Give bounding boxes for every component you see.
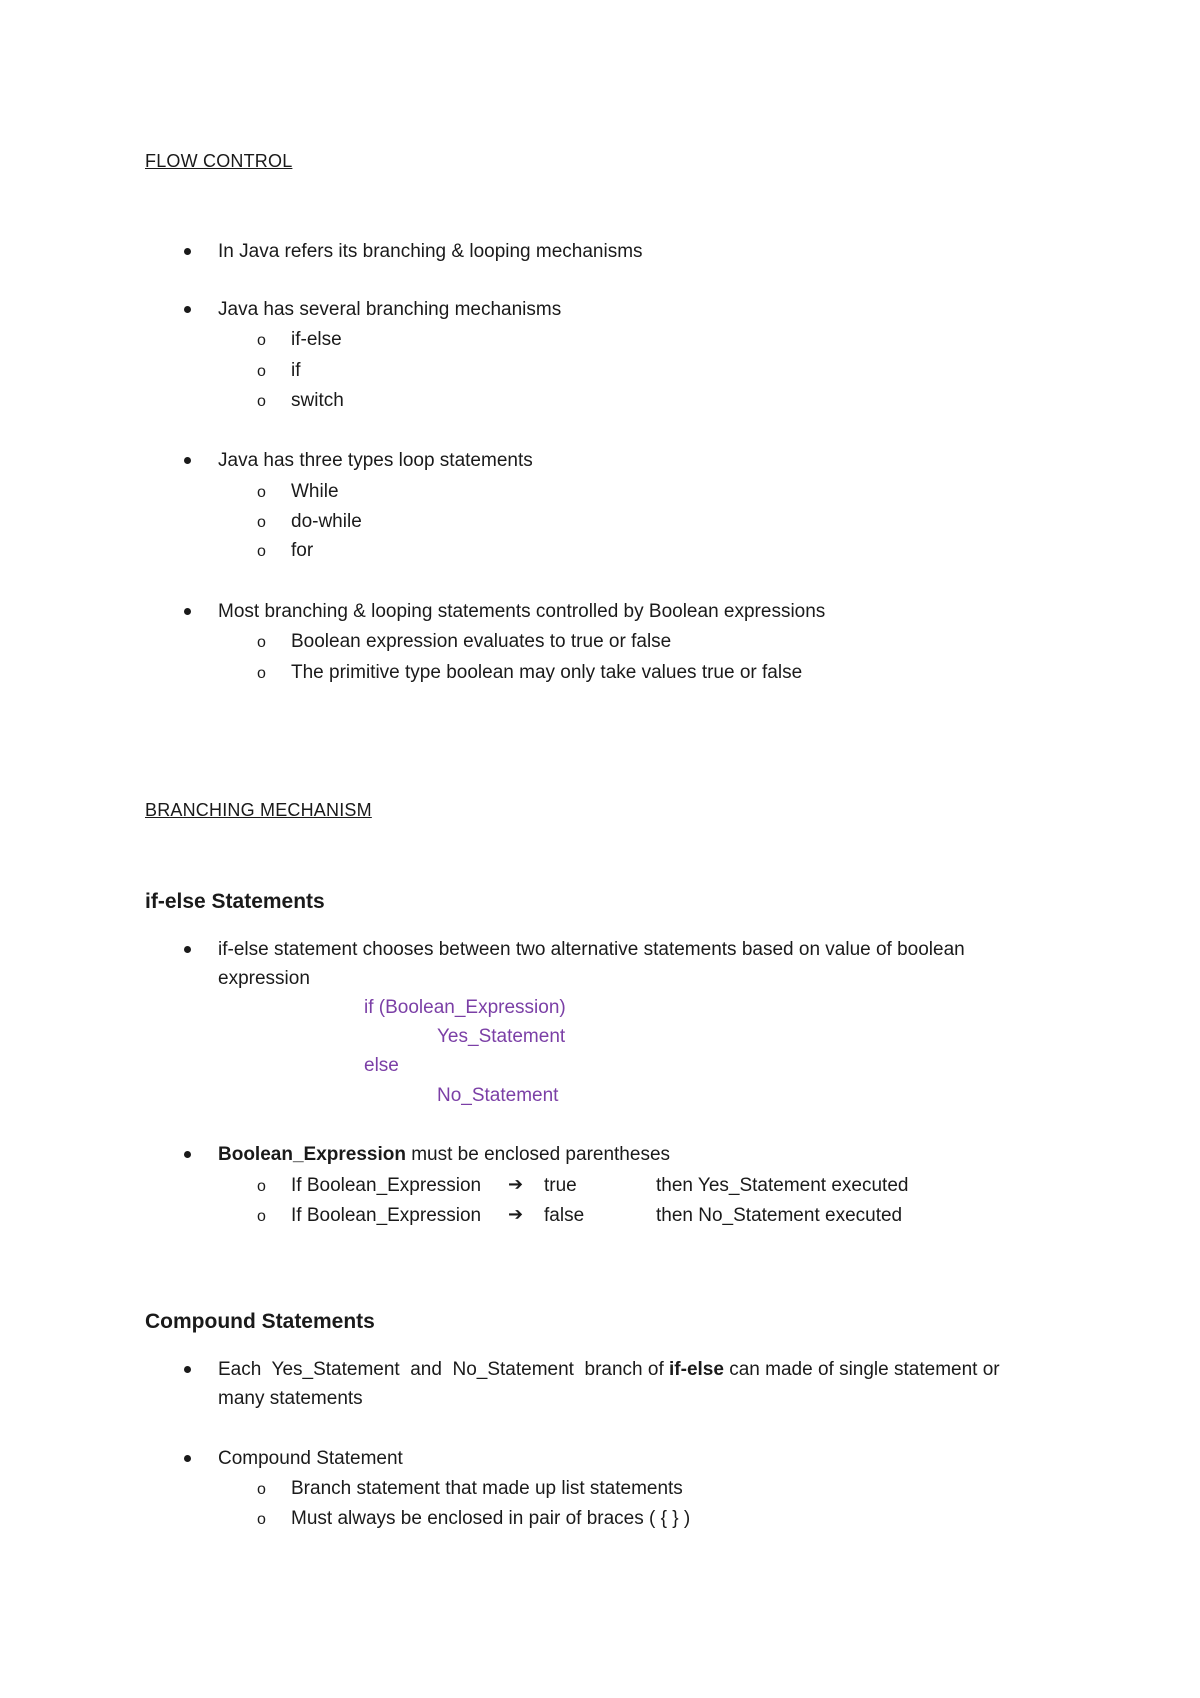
list-item-continuation: many statements (218, 1388, 363, 1409)
sub-list-item: for (291, 540, 314, 561)
sub-bullet-icon: o (257, 634, 266, 651)
bullet-icon (184, 248, 191, 255)
sub-bullet-icon: o (257, 1208, 266, 1225)
bullet-icon (184, 1366, 191, 1373)
sub-bullet-icon: o (257, 484, 266, 501)
sub-bullet-icon: o (257, 1511, 266, 1528)
sub-list-item: The primitive type boolean may only take values true or false (291, 662, 803, 683)
if-else-heading: if-else Statements (145, 890, 325, 913)
condition-text: If Boolean_Expression (291, 1205, 482, 1226)
list-item: Java has three types loop statements (218, 450, 533, 471)
condition-result: then No_Statement executed (656, 1205, 903, 1226)
sub-list-item: if (291, 360, 301, 381)
bold-term: if-else (669, 1359, 724, 1380)
sub-list-item: if-else (291, 329, 342, 350)
bullet-icon (184, 1151, 191, 1158)
code-line: if (Boolean_Expression) (364, 997, 566, 1018)
sub-list-item: switch (291, 390, 344, 411)
bullet-icon (184, 1455, 191, 1462)
list-item: Most branching & looping statements controlled by Boolean expressions (218, 601, 826, 622)
bullet-icon (184, 946, 191, 953)
list-item: In Java refers its branching & looping mechanisms (218, 241, 643, 262)
sub-list-item: Must always be enclosed in pair of braces ( { } ) (291, 1508, 691, 1529)
list-item: Java has several branching mechanisms (218, 299, 562, 320)
list-item (218, 1145, 670, 1164)
condition-value: false (544, 1205, 585, 1226)
code-line: No_Statement (437, 1085, 559, 1106)
sub-bullet-icon: o (257, 665, 266, 682)
sub-bullet-icon: o (257, 1481, 266, 1498)
code-line: else (364, 1055, 399, 1076)
flow-control-heading: FLOW CONTROL (145, 151, 293, 171)
compound-statements-heading: Compound Statements (145, 1310, 375, 1333)
list-item-continuation: expression (218, 968, 310, 989)
condition-result: then Yes_Statement executed (656, 1175, 909, 1196)
sub-bullet-icon: o (257, 543, 266, 560)
sub-bullet-icon: o (257, 393, 266, 410)
condition-text: If Boolean_Expression (291, 1175, 482, 1196)
branching-mechanism-heading: BRANCHING MECHANISM (145, 800, 372, 820)
sub-bullet-icon: o (257, 363, 266, 380)
list-item (218, 1360, 1000, 1379)
list-item-text: can made of single statement or (723, 1359, 1000, 1380)
sub-bullet-icon: o (257, 1178, 266, 1195)
list-item-text: must be enclosed parentheses (405, 1144, 671, 1165)
list-item: if-else statement chooses between two alternative statements based on value of boolean (218, 939, 965, 960)
sub-list-item: Boolean expression evaluates to true or false (291, 631, 672, 652)
sub-list-item: Branch statement that made up list statements (291, 1478, 683, 1499)
sub-bullet-icon: o (257, 514, 266, 531)
bullet-icon (184, 608, 191, 615)
code-line: Yes_Statement (437, 1026, 566, 1047)
list-item: Compound Statement (218, 1448, 403, 1469)
sub-list-item: do-while (291, 511, 362, 532)
sub-bullet-icon: o (257, 332, 266, 349)
right-arrow-icon: ➔ (508, 1174, 524, 1194)
bullet-icon (184, 457, 191, 464)
condition-value: true (544, 1175, 577, 1196)
list-item-text: Each Yes_Statement and No_Statement branch of (218, 1359, 670, 1380)
right-arrow-icon: ➔ (508, 1204, 524, 1224)
bold-term: Boolean_Expression (218, 1144, 406, 1165)
sub-list-item: While (291, 481, 339, 502)
bullet-icon (184, 306, 191, 313)
